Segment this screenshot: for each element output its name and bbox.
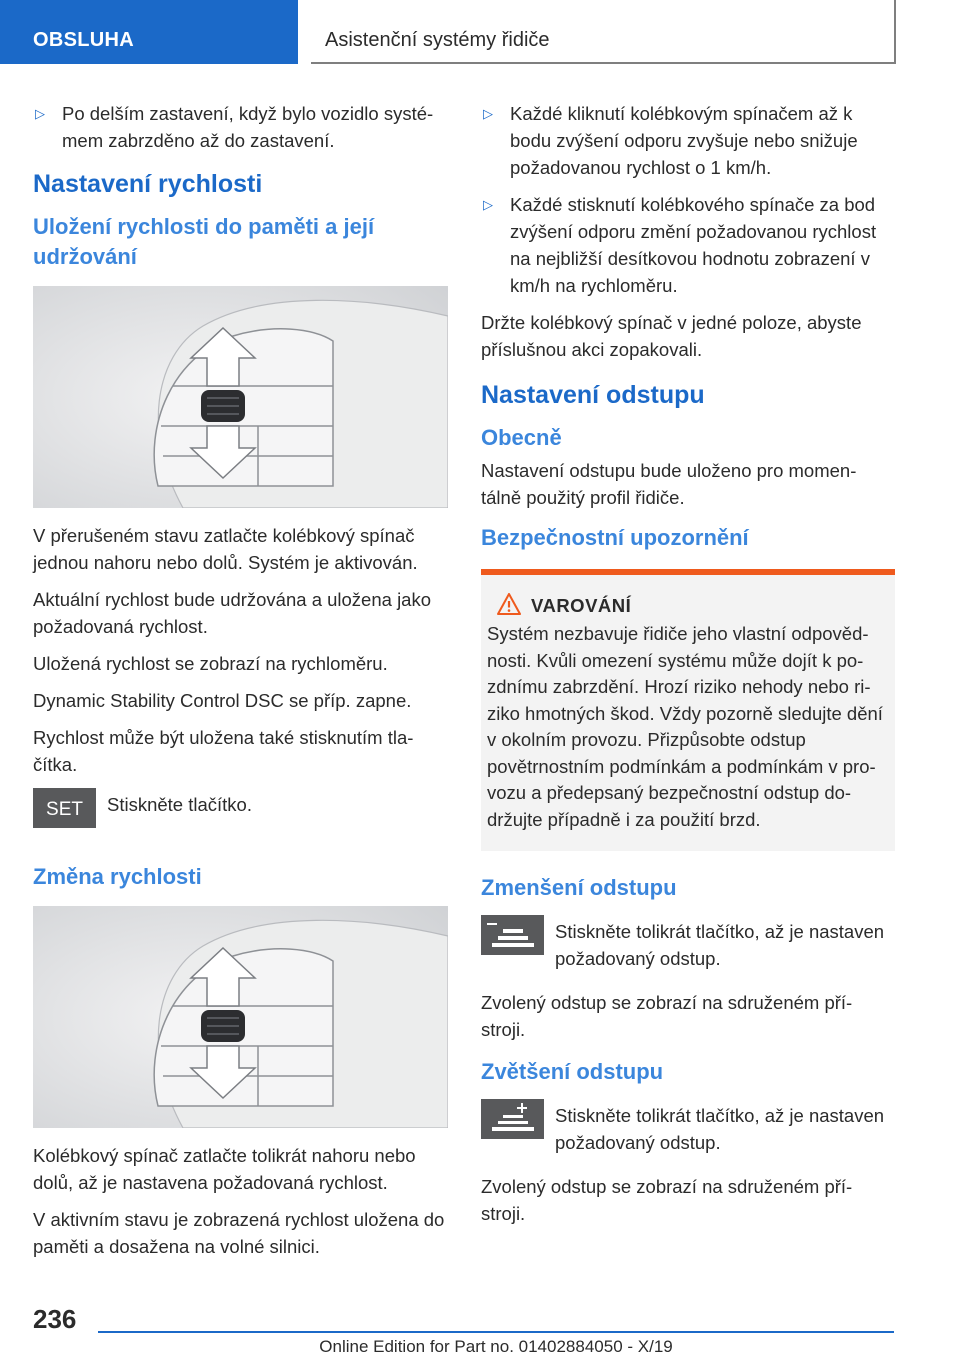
- bullet-item: [481, 191, 895, 299]
- bullet-item: [33, 100, 448, 154]
- paragraph: Kolébkový spínač zatlačte tolikrát nahoru nebo dolů, až je nastavena požadovaná rychlost.: [33, 1145, 416, 1193]
- header-section-label: OBSLUHA: [33, 29, 134, 51]
- bullet-text: Každé kliknutí kolébkovým spínačem až k bodu zvýšení odporu zvyšuje nebo snižuje požadovanou rychlost o 1 km/h.: [510, 103, 858, 178]
- paragraph: Nastavení odstupu bude uloženo pro momen‐tálně použitý profil řidiče.: [481, 460, 857, 508]
- increase-distance-instruction: Stiskněte tolikrát tlačítko, až je nastaven požadovaný odstup.: [555, 1105, 885, 1153]
- heading-nastaveni-odstupu: Nastavení odstupu: [481, 381, 705, 409]
- warning-triangle-icon: [497, 593, 521, 615]
- footer-edition: Online Edition for Part no. 01402884050 - X/19: [319, 1337, 673, 1356]
- steering-rocker-switch-image-2: [33, 906, 448, 1128]
- paragraph: Dynamic Stability Control DSC se příp. zapne.: [33, 690, 412, 711]
- heading-zmenseni-odstupu: Zmenšení odstupu: [481, 875, 677, 900]
- decrease-distance-icon: [481, 915, 544, 955]
- set-button-text: SET: [46, 799, 83, 820]
- header-chapter-box: [311, 0, 896, 64]
- heading-zvetseni-odstupu: Zvětšení odstupu: [481, 1059, 664, 1084]
- warning-header: [487, 591, 889, 621]
- warning-title: VAROVÁNÍ: [531, 595, 632, 616]
- paragraph: Rychlost může být uložena také stisknutím tla‐čítka.: [33, 727, 414, 775]
- header-section-tab: [0, 0, 298, 64]
- paragraph: Aktuální rychlost bude udržována a uložena jako požadovaná rychlost.: [33, 589, 432, 637]
- rocker-switch-illustration: [33, 906, 448, 1128]
- paragraph: Zvolený odstup se zobrazí na sdruženém pří‐stroji.: [481, 1176, 853, 1224]
- decrease-distance-instruction: Stiskněte tolikrát tlačítko, až je nastaven požadovaný odstup.: [555, 921, 885, 969]
- heading-bezpecnostni-upozorneni: Bezpečnostní upozornění: [481, 525, 749, 550]
- page-number: 236: [33, 1304, 77, 1334]
- triangle-right-icon: ▷: [35, 106, 45, 121]
- paragraph: Uložená rychlost se zobrazí na rychloměru.: [33, 653, 388, 674]
- set-button-instruction: Stiskněte tlačítko.: [107, 794, 252, 815]
- increase-distance-row: [481, 1099, 895, 1159]
- increase-distance-icon: [481, 1099, 544, 1139]
- steering-rocker-switch-image: [33, 286, 448, 508]
- header-chapter-label: Asistenční systémy řidiče: [325, 29, 550, 51]
- heading-obecne: Obecně: [481, 425, 562, 450]
- heading-zmena-rychlosti: Změna rychlosti: [33, 864, 202, 889]
- heading-nastaveni-rychlosti: Nastavení rychlosti: [33, 170, 263, 198]
- paragraph: V přerušeném stavu zatlačte kolébkový spínač jednou nahoru nebo dolů. Systém je aktivován.: [33, 525, 418, 573]
- set-button-row: [33, 788, 448, 848]
- footer-divider: [98, 1331, 894, 1333]
- left-column: [33, 100, 448, 1270]
- paragraph: Zvolený odstup se zobrazí na sdruženém pří‐stroji.: [481, 992, 853, 1040]
- triangle-right-icon: ▷: [483, 197, 493, 212]
- bullet-item: [481, 100, 895, 181]
- warning-box: [481, 569, 895, 851]
- paragraph: Držte kolébkový spínač v jedné poloze, abyste příslušnou akci zopakovali.: [481, 312, 862, 360]
- paragraph: V aktivním stavu je zobrazená rychlost uložena do paměti a dosažena na volné silnici.: [33, 1209, 445, 1257]
- warning-text: Systém nezbavuje řidiče jeho vlastní odpověd‐nosti. Kvůli omezení systému může dojít k po‐zdnímu zabrzdění. Hrozí riziko nehody nebo ri‐ziko hmotných škod. Vždy pozorně sledujte dění v okolním provozu. Přizpůsobte odstup povětrnostním podmínkám a podmínkám v pro‐vozu a předepsaný bezpečnostní odstup do‐držujte případně i za použití brzd.: [487, 623, 883, 830]
- heading-ulozeni-rychlosti: Uložení rychlosti do paměti a její udržování: [33, 214, 375, 269]
- rocker-switch-illustration: [33, 286, 448, 508]
- bullet-text: Každé stisknutí kolébkového spínače za bod zvýšení odporu změní požadovanou rychlost na nejbližší desítkovou hodnotu zobrazení v km/h na rychloměru.: [510, 194, 877, 296]
- bullet-text: Po delším zastavení, když bylo vozidlo systé‐mem zabrzděno až do zastavení.: [62, 103, 434, 151]
- decrease-distance-row: [481, 915, 895, 975]
- set-button-icon: [33, 788, 96, 828]
- right-column: [481, 100, 895, 1237]
- triangle-right-icon: ▷: [483, 106, 493, 121]
